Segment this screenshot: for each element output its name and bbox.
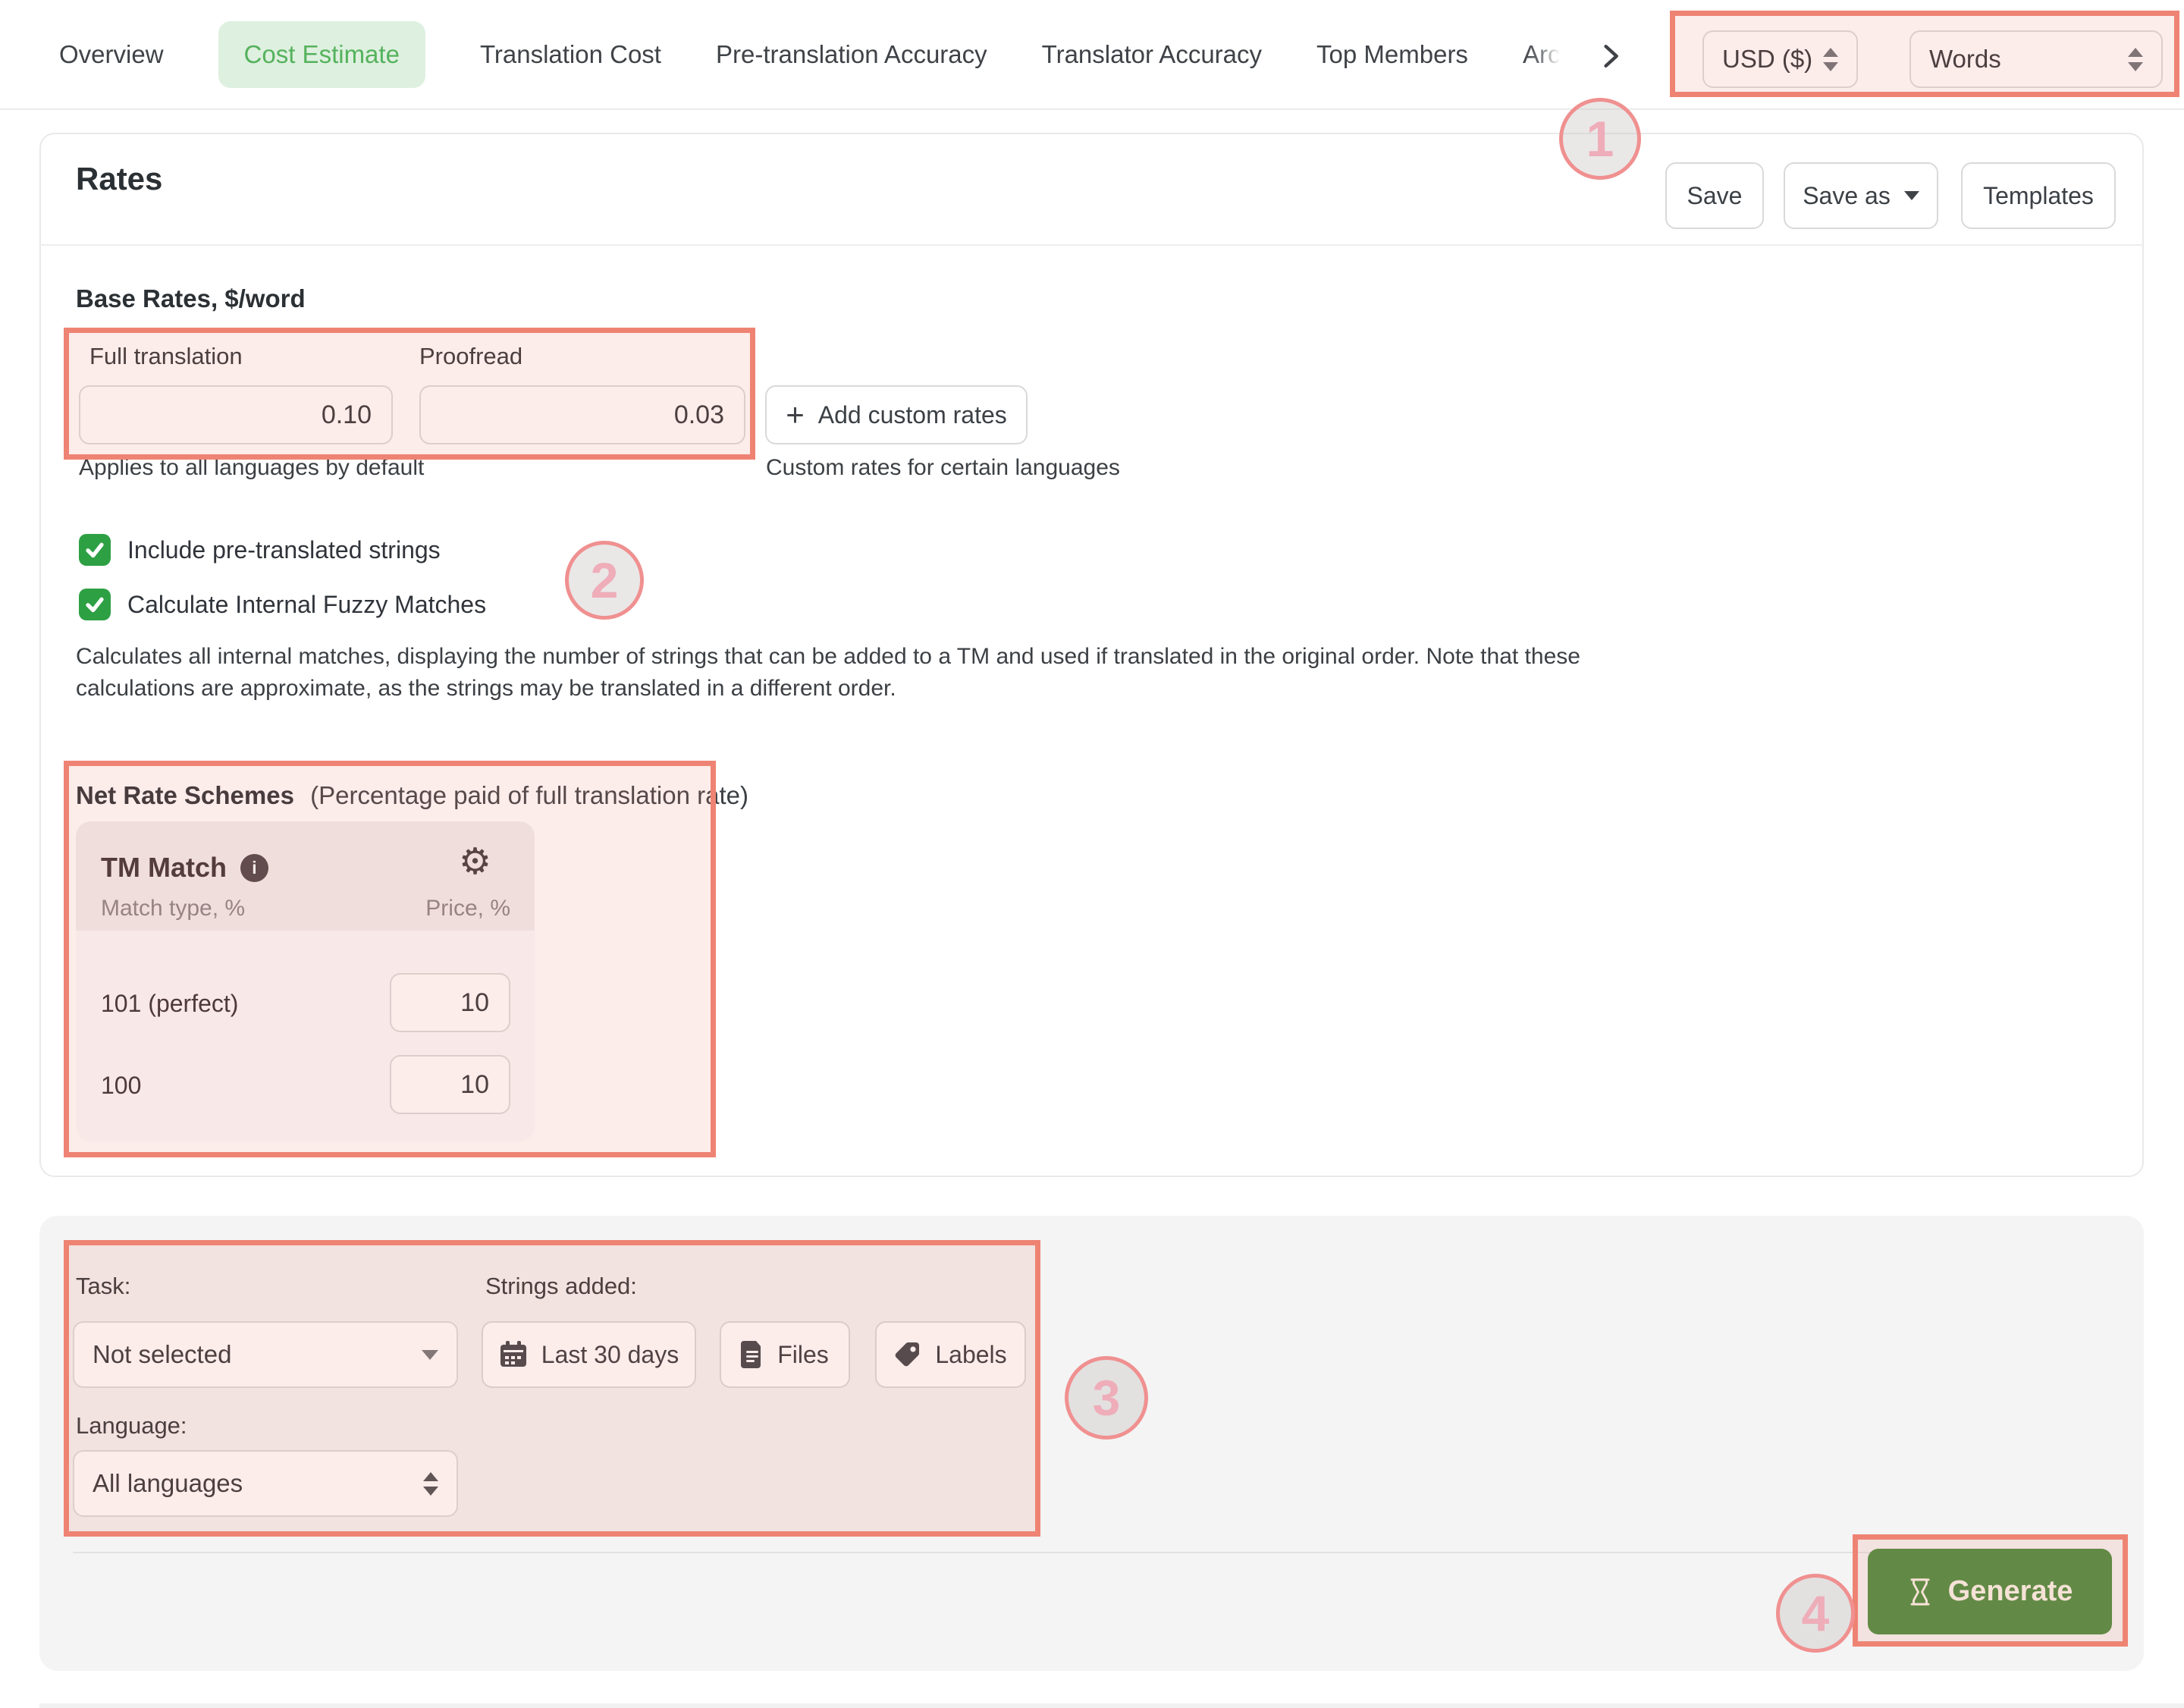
fuzzy-description-line2: calculations are approximate, as the strings may be translated in a different order. (76, 676, 896, 701)
next-section-edge (39, 1703, 2184, 1708)
net-rate-schemes-title: Net Rate Schemes (76, 781, 294, 809)
templates-button-label: Templates (1983, 181, 2094, 209)
currency-select-value: USD ($) (1722, 45, 1813, 73)
fuzzy-matches-row (79, 589, 486, 620)
include-pretranslated-checkbox[interactable] (79, 534, 111, 566)
tab-overview[interactable]: Overview (59, 39, 164, 68)
save-button-label: Save (1687, 181, 1743, 209)
labels-filter-label: Labels (935, 1340, 1007, 1368)
step-marker-4: 4 (1776, 1574, 1855, 1653)
chevron-right-icon[interactable] (1597, 42, 1624, 70)
base-rates-note: Applies to all languages by default (79, 455, 425, 480)
generate-button-label: Generate (1947, 1575, 2073, 1607)
annotation-box-step4 (1853, 1534, 2128, 1647)
tm-row-101-label: 101 (perfect) (101, 990, 239, 1017)
save-button[interactable] (1665, 162, 1764, 229)
proofread-label: Proofread (419, 343, 523, 369)
gear-icon[interactable]: ⚙ (459, 842, 492, 882)
fuzzy-matches-checkbox[interactable] (79, 589, 111, 620)
include-pretranslated-label: Include pre-translated strings (127, 535, 441, 564)
step-marker-3: 3 (1065, 1356, 1148, 1440)
fuzzy-description (76, 641, 1668, 705)
annotation-box-step2 (64, 328, 755, 460)
tab-archive-truncated[interactable]: Arc (1522, 39, 1561, 68)
language-label: Language: (76, 1412, 187, 1439)
save-as-button[interactable] (1784, 162, 1938, 229)
strings-added-label: Strings added: (485, 1273, 637, 1299)
add-custom-rates-label: Add custom rates (817, 400, 1007, 429)
tm-row-100-label: 100 (101, 1072, 142, 1099)
files-filter-label: Files (777, 1340, 829, 1368)
step-marker-2: 2 (565, 541, 644, 620)
tm-match-title: TM Match (101, 852, 227, 883)
annotation-box-step1 (1670, 11, 2179, 97)
tab-translator-accuracy[interactable]: Translator Accuracy (1041, 39, 1263, 68)
task-select-value: Not selected (93, 1340, 232, 1368)
proofread-rate-input[interactable]: 0.03 (419, 385, 745, 444)
price-column-header: Price, % (425, 896, 510, 921)
language-select-value: All languages (93, 1469, 243, 1497)
tm-row-100-price-input[interactable]: 10 (390, 1055, 510, 1114)
net-rate-schemes-note: (Percentage paid of full translation rate) (310, 781, 748, 809)
save-as-button-label: Save as (1803, 181, 1891, 209)
panel-divider (73, 1552, 2109, 1553)
unit-select-value: Words (1929, 45, 2001, 73)
tab-top-members[interactable]: Top Members (1316, 39, 1468, 68)
step-marker-1: 1 (1559, 98, 1641, 180)
base-rates-heading: Base Rates, $/word (76, 284, 306, 312)
templates-button[interactable] (1961, 162, 2116, 229)
fuzzy-description-line1: Calculates all internal matches, displaying the number of strings that can be added to a TM and used if translated in the original order. Note that these (76, 644, 1580, 669)
annotation-box-step3 (64, 1240, 1040, 1537)
card-header-divider (40, 244, 2143, 246)
info-icon[interactable]: i (240, 854, 268, 882)
tab-translation-cost[interactable]: Translation Cost (479, 39, 661, 68)
add-custom-rates-button[interactable]: + Add custom rates (765, 385, 1028, 444)
annotation-box-step2b (64, 761, 716, 1157)
match-type-column-header: Match type, % (101, 896, 246, 921)
rates-title: Rates (76, 161, 163, 196)
caret-down-icon (1904, 191, 1919, 200)
date-range-filter-label: Last 30 days (541, 1340, 679, 1368)
full-translation-label: Full translation (89, 343, 243, 369)
fuzzy-matches-label: Calculate Internal Fuzzy Matches (127, 590, 487, 618)
report-tabs (59, 0, 1560, 108)
tab-cost-estimate[interactable]: Cost Estimate (218, 21, 425, 88)
tab-pre-translation-accuracy[interactable]: Pre-translation Accuracy (715, 39, 987, 68)
full-translation-rate-input[interactable]: 0.10 (79, 385, 393, 444)
task-label: Task: (76, 1273, 131, 1299)
custom-rates-note: Custom rates for certain languages (766, 455, 1120, 480)
tm-row-101-price-input[interactable]: 10 (390, 973, 510, 1032)
include-pretranslated-row (79, 534, 441, 566)
